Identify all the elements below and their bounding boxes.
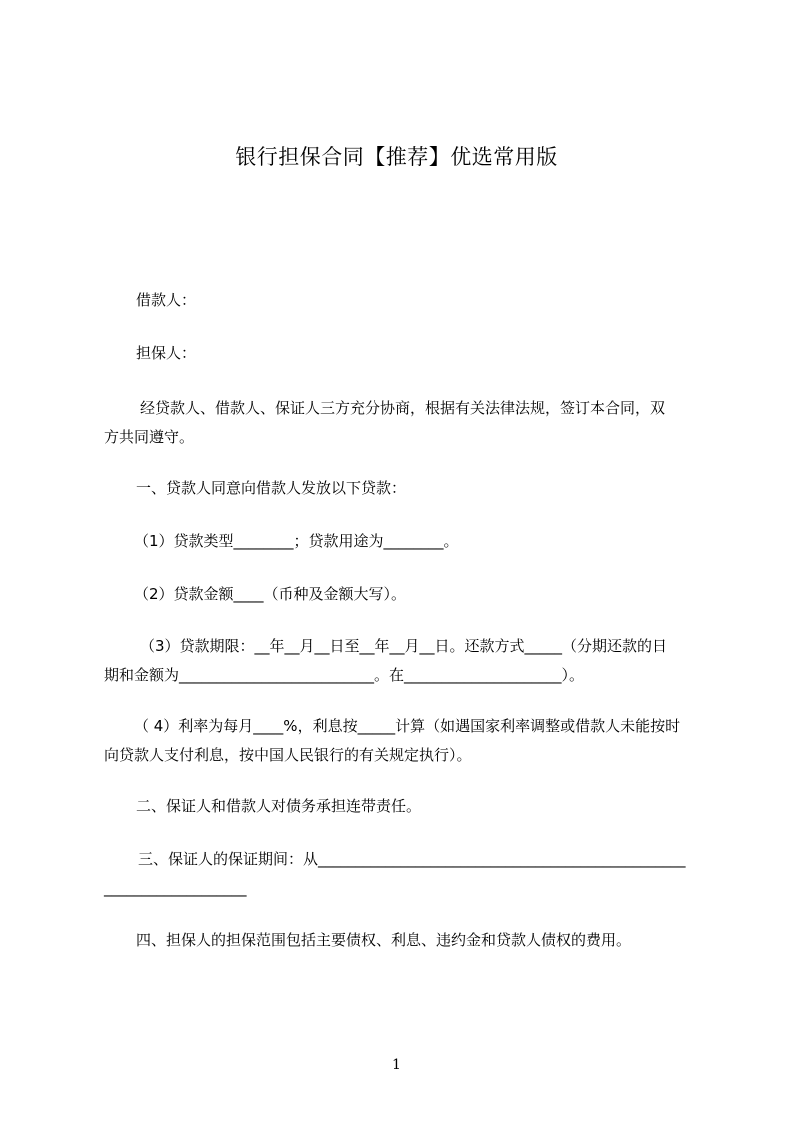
loan-amount-item: （2）贷款金额____（币种及金额大写）。: [134, 585, 407, 603]
intro-line-1: 经贷款人、借款人、保证人三方充分协商，根据有关法律法规，签订本合同，双: [110, 399, 666, 417]
section-1-heading: 一、贷款人同意向借款人发放以下贷款：: [136, 479, 407, 497]
document-title: 银行担保合同【推荐】优选常用版: [235, 145, 558, 169]
guarantee-period-line-2: ___________________: [104, 879, 247, 897]
loan-term-line-1: （3）贷款期限：__年__月__日至__年__月__日。还款方式_____（分期还款的日: [140, 637, 668, 655]
intro-line-2: 方共同遵守。: [104, 428, 195, 446]
interest-rate-line-2: 向贷款人支付利息，按中国人民银行的有关规定执行）。: [104, 746, 472, 764]
section-2-text: 二、保证人和借款人对债务承担连带责任。: [136, 797, 422, 815]
intro-paragraph: [104, 394, 704, 452]
section-4-text: 四、担保人的担保范围包括主要债权、利息、违约金和贷款人债权的费用。: [136, 931, 632, 949]
borrower-label: 借款人：: [136, 291, 197, 309]
guarantor-label: 担保人：: [136, 344, 197, 362]
page-number: 1: [392, 1057, 401, 1073]
interest-rate-line-1: （ 4）利率为每月____%，利息按_____计算（如遇国家利率调整或借款人未能按时: [134, 717, 681, 735]
guarantee-period-paragraph: [104, 845, 704, 903]
guarantee-period-line-1: 三、保证人的保证期间：从_________________________________________________: [138, 850, 686, 868]
loan-term-line-2: 期和金额为__________________________。在_____________________）。: [104, 666, 585, 684]
loan-type-item: （1）贷款类型________；贷款用途为________。: [134, 532, 459, 550]
interest-rate-paragraph: [104, 712, 704, 770]
loan-term-paragraph: [104, 632, 704, 690]
